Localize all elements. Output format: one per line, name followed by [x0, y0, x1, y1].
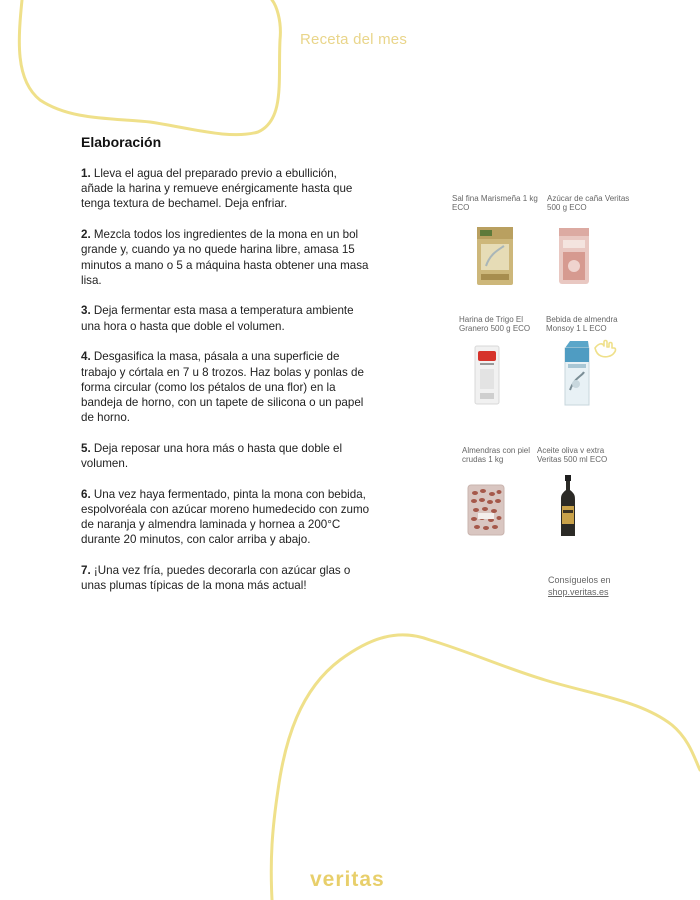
product-label: Azúcar de caña Veritas 500 g ECO — [547, 194, 630, 212]
product-almond-drink[interactable] — [546, 315, 636, 333]
step-number: 1. — [81, 167, 91, 180]
product-flour[interactable] — [459, 315, 549, 333]
shop-info — [548, 574, 611, 598]
product-olive-oil[interactable] — [537, 446, 627, 464]
step-7 — [81, 563, 371, 593]
step-text: Lleva el agua del preparado previo a ebullición, añade la harina y remueve enérgicamente hasta que tenga textura de bechamel. Deja enfriar. — [81, 167, 353, 211]
almond-drink-carton-icon — [562, 340, 592, 406]
product-label: Harina de Trigo El Granero 500 g ECO — [459, 315, 531, 333]
product-label: Bebida de almendra Monsoy 1 L ECO — [546, 315, 618, 333]
step-text: Mezcla todos los ingredientes de la mona en un bol grande y, cuando ya no quede harina libre, amasa 15 minutos a mano o 5 a máquina hasta obtener una masa lisa. — [81, 228, 369, 287]
product-sugar[interactable] — [547, 194, 637, 212]
step-number: 7. — [81, 564, 91, 578]
product-label: Sal fina Marismeña 1 kg ECO — [452, 194, 538, 212]
shop-text: Consíguelos en — [548, 575, 611, 585]
step-2 — [81, 227, 371, 288]
step-text: Deja fermentar esta masa a temperatura ambiente una hora o hasta que doble el volumen. — [81, 304, 354, 333]
hand-pointer-icon — [592, 338, 618, 360]
steps-list — [81, 166, 371, 609]
step-3 — [81, 303, 371, 333]
step-5 — [81, 441, 371, 471]
sugar-package-icon — [557, 226, 591, 286]
step-number: 3. — [81, 304, 91, 318]
product-label: Almendras con piel crudas 1 kg — [462, 446, 531, 464]
step-number: 6. — [81, 487, 91, 501]
header-title: Receta del mes — [300, 31, 408, 48]
step-4 — [81, 349, 371, 425]
salt-package-icon — [476, 226, 514, 286]
almonds-bag-icon — [466, 483, 506, 537]
step-text: Una vez haya fermentado, pinta la mona con bebida, espolvoréala con azúcar moreno humedecido con zumo de naranja y almendra laminada y hornea a 200°C durante 20 minutos, con calor arriba y abajo. — [81, 487, 370, 547]
olive-oil-bottle-icon — [559, 474, 577, 538]
step-1 — [81, 166, 371, 212]
step-6 — [81, 487, 371, 548]
shop-link[interactable]: shop.veritas.es — [548, 587, 609, 597]
step-text: ¡Una vez fría, puedes decorarla con azúcar glas o unas plumas típicas de la mona más actual! — [81, 564, 351, 593]
step-text: Desgasifica la masa, pásala a una superficie de trabajo y córtala en 7 u 8 trozos. Haz bolas y ponlas de forma circular (como los pétalos de una flor) en la bandeja de horno, con un tapete de silicona o un papel de horno. — [81, 350, 364, 425]
bottom-outline — [271, 635, 700, 900]
step-number: 4. — [81, 350, 91, 364]
section-title: Elaboración — [81, 134, 162, 150]
flour-package-icon — [474, 345, 500, 405]
step-number: 5. — [81, 441, 91, 455]
step-text: Deja reposar una hora más o hasta que doble el volumen. — [81, 441, 343, 471]
step-number: 2. — [81, 228, 91, 242]
product-salt[interactable] — [452, 194, 542, 212]
brand-logo: veritas — [310, 868, 385, 891]
top-left-outline — [19, 0, 280, 135]
product-label: Aceite oliva v extra Veritas 500 ml ECO — [537, 446, 608, 464]
